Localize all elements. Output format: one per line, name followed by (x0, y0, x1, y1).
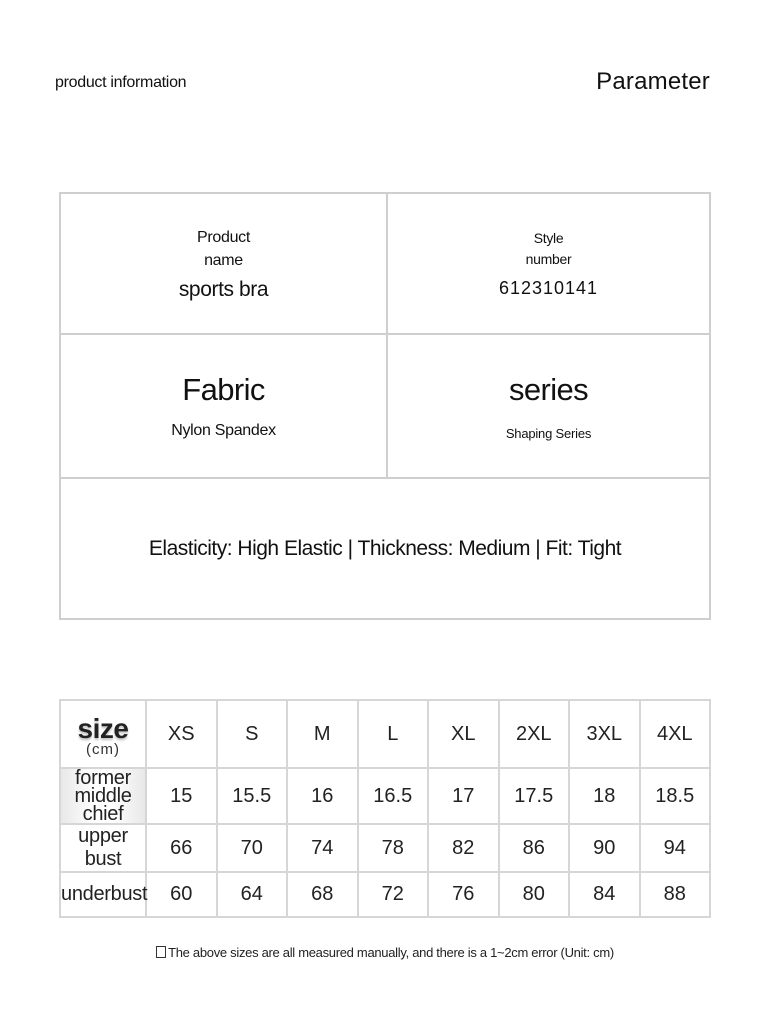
table-cell: 68 (287, 872, 358, 917)
table-cell: 15 (146, 768, 217, 824)
section-title-parameter: Parameter (596, 68, 710, 95)
size-header-m: M (287, 700, 358, 768)
table-cell: 18 (569, 768, 640, 824)
size-header-xs: XS (146, 700, 217, 768)
table-cell: 16.5 (358, 768, 429, 824)
size-header-4xl: 4XL (640, 700, 711, 768)
fabric-cell (61, 335, 386, 477)
properties-text: Elasticity: High Elastic | Thickness: Medium | Fit: Tight (148, 536, 622, 560)
table-cell: 78 (358, 824, 429, 872)
table-cell: 76 (428, 872, 499, 917)
product-info-box (59, 192, 711, 620)
fabric-label: Fabric (182, 372, 265, 407)
table-cell: 80 (499, 872, 570, 917)
properties-cell (61, 479, 709, 618)
measurement-footnote (0, 945, 770, 960)
table-row-header (60, 700, 710, 768)
table-cell: 88 (640, 872, 711, 917)
table-row (60, 872, 710, 917)
table-cell: 90 (569, 824, 640, 872)
style-number-cell (388, 194, 709, 333)
fabric-value: Nylon Spandex (171, 422, 276, 439)
table-cell: 70 (217, 824, 288, 872)
row-label-upper-bust: upper bust (60, 824, 146, 872)
size-header-3xl: 3XL (569, 700, 640, 768)
table-cell: 74 (287, 824, 358, 872)
size-unit: (cm) (86, 741, 120, 758)
table-cell: 64 (217, 872, 288, 917)
size-corner-cell (60, 700, 146, 768)
style-number-label: Style number (525, 230, 572, 267)
table-cell: 94 (640, 824, 711, 872)
size-title: size (77, 713, 129, 744)
series-label: series (508, 371, 589, 407)
product-name-label: Product name (196, 228, 251, 269)
table-cell: 82 (428, 824, 499, 872)
note-icon (156, 946, 166, 958)
footnote-text: The above sizes are all measured manually, and there is a 1~2cm error (Unit: cm) (168, 945, 614, 960)
size-header-xl: XL (428, 700, 499, 768)
table-cell: 66 (146, 824, 217, 872)
table-cell: 17.5 (499, 768, 570, 824)
series-value: Shaping Series (505, 425, 592, 441)
size-chart-table (59, 699, 711, 918)
size-header-l: L (358, 700, 429, 768)
row-label-underbust: underbust (60, 872, 146, 917)
table-cell: 17 (428, 768, 499, 824)
table-cell: 72 (358, 872, 429, 917)
table-cell: 84 (569, 872, 640, 917)
style-number-value: 612310141 (498, 278, 599, 298)
table-row (60, 768, 710, 824)
table-cell: 15.5 (217, 768, 288, 824)
table-cell: 16 (287, 768, 358, 824)
table-cell: 86 (499, 824, 570, 872)
product-name-value: sports bra (178, 277, 269, 301)
size-header-s: S (217, 700, 288, 768)
table-cell: 60 (146, 872, 217, 917)
series-cell (388, 335, 709, 477)
product-name-cell (61, 194, 386, 333)
table-row (60, 824, 710, 872)
section-title-product-information: product information (55, 74, 187, 91)
table-cell: 18.5 (640, 768, 711, 824)
size-header-2xl: 2XL (499, 700, 570, 768)
row-label-former-middle-chief: former middle chief (60, 768, 146, 824)
